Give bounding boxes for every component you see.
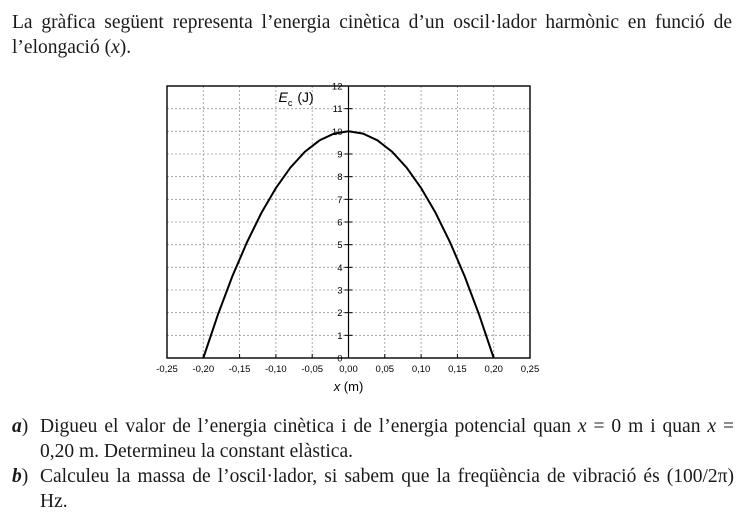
question-b-text: Calculeu la massa de l’oscil·lador, si sabem que la freqüència de vibració és (100/2π) Hz. [40,466,734,512]
x-tick-label: 0,10 [411,364,431,375]
x-axis-label: x (m) [333,379,364,394]
y-tick-label: 5 [337,240,343,252]
x-tick-label: 0,00 [339,364,358,375]
y-tick-label: 11 [332,104,343,116]
y-tick-label: 7 [337,194,343,206]
intro-sentence: La gràfica següent representa l’energia cinètica d’un oscil·lador harmònic en funció de l’elongació [12,12,732,58]
y-tick-label: 6 [337,217,343,229]
y-tick-label: 12 [331,81,343,93]
x-tick-label: -0,10 [265,364,287,375]
intro-close: ). [119,37,132,58]
x-tick-label: 0,25 [520,364,540,375]
question-a-text: Digueu el valor de l’energia cinètica i de l’energia potencial quan x = 0 m i quan x = 0,20 m. Determineu la constant elàstica. [40,416,734,462]
question-a-label: a) [12,416,29,437]
y-tick-label: 0 [337,353,343,365]
intro-variable: x [111,37,120,58]
x-tick-label: -0,25 [156,364,178,375]
x-tick-label: 0,15 [448,364,467,375]
x-tick-label: 0,20 [484,364,503,375]
x-tick-label: -0,15 [228,364,251,375]
y-tick-label: 9 [337,149,343,161]
y-tick-label: 10 [331,126,343,138]
y-axis-label: $E_c$ (J) [278,88,314,108]
y-tick-label: 1 [337,330,343,342]
y-tick-label: 3 [337,285,343,297]
x-tick-label: -0,05 [301,364,324,375]
x-tick-label: -0,20 [192,364,215,375]
y-tick-label: 2 [337,308,343,320]
x-tick-label: 0,05 [375,364,395,375]
question-b-label: b) [12,466,29,487]
y-tick-label: 8 [337,172,343,184]
intro-text: La gràfica següent representa l’energia cinètica d’un oscil·lador harmònic en funció de l’elongació (x). [12,12,732,58]
y-tick-label: 4 [337,262,343,274]
